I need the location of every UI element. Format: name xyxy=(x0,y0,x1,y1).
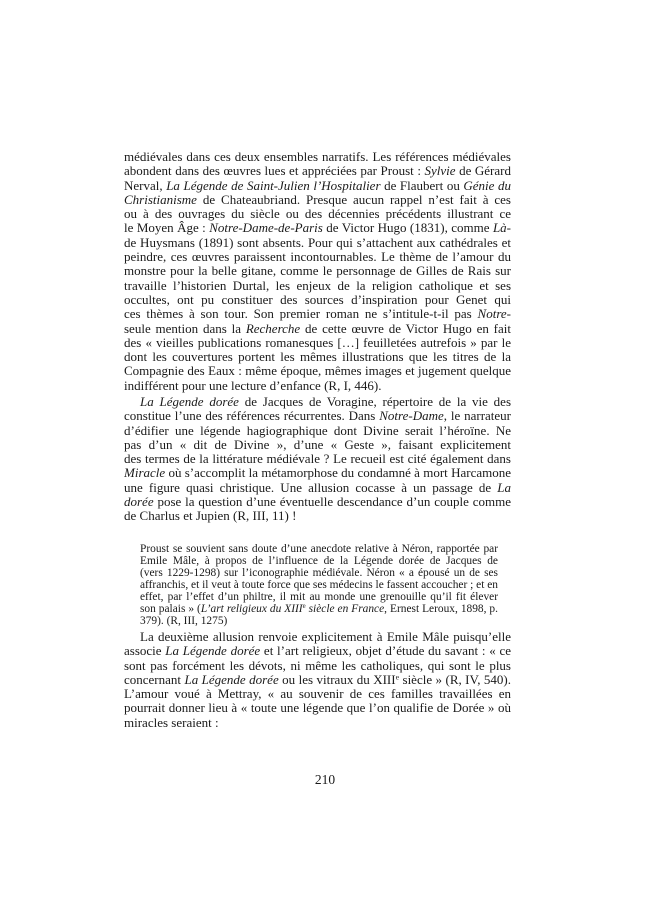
text-line xyxy=(124,701,511,715)
text-line xyxy=(140,603,498,615)
text-span: d’édifier une légende hagiographique dont Divine serait l’héroïne. Ne xyxy=(124,423,511,438)
text-line xyxy=(124,350,511,364)
text-line xyxy=(124,250,511,264)
text-line xyxy=(124,322,511,336)
text-span: de Flaubert ou xyxy=(380,178,464,193)
italic-title: dorée xyxy=(124,495,154,510)
italic-title: La Légende dorée xyxy=(165,644,261,659)
text-span: abondent dans des œuvres lues et appréciées par Proust : xyxy=(124,164,425,179)
text-span: Compagnie des Eaux : même époque, mêmes images et jugement quelque xyxy=(124,364,511,379)
page-number: 210 xyxy=(314,772,336,787)
text-line xyxy=(124,150,511,164)
italic-title: La Légende dorée xyxy=(140,395,239,409)
text-span: L’amour voué à Mettray, « au souvenir de ces familles travaillées en xyxy=(124,687,511,702)
superscript: e xyxy=(395,672,400,682)
italic-title: Recherche xyxy=(245,321,301,336)
italic-title: Christianisme xyxy=(124,192,197,207)
text-span: (vers 1229-1298) sur l’iconographie médiévale. Néron « a épousé un de ses xyxy=(140,567,498,579)
text-span: des « vieilles publications romanesques […] feuilletées autrefois » par le xyxy=(124,335,511,350)
text-line xyxy=(124,293,511,307)
text-line xyxy=(124,466,511,480)
text-span: une figure quasi christique. Une allusion cocasse à un passage de xyxy=(124,480,498,495)
text-span: Proust se souvient sans doute d’une anecdote relative à Néron, rapportée par xyxy=(140,543,498,555)
text-span: son palais » ( xyxy=(140,603,201,615)
text-span: de cette œuvre de Victor Hugo en fait xyxy=(305,321,511,336)
text-line xyxy=(124,236,511,250)
text-line xyxy=(124,659,511,673)
text-line xyxy=(124,364,511,378)
text-line xyxy=(140,591,498,603)
text-line xyxy=(124,495,511,509)
text-line xyxy=(124,221,511,235)
text-span: ou à des ouvrages du siècle ou des décennies précédents illustrant ce xyxy=(124,207,511,222)
text-span: Emile Mâle, à propos de l’influence de la Légende dorée de Jacques de xyxy=(140,555,498,567)
text-line xyxy=(124,644,511,658)
text-span: ou les vitraux du XIII xyxy=(278,672,396,687)
text-line xyxy=(124,193,511,207)
text-line xyxy=(124,164,511,178)
text-line xyxy=(124,207,511,221)
text-span: dont les couvertures portent les mêmes illustrations que les titres de la xyxy=(124,350,511,365)
text-span: seule mention dans la xyxy=(124,321,246,336)
text-span: , le narrateur xyxy=(443,409,511,424)
text-span: pose la question d’une éventuelle descendance d’un couple comme xyxy=(157,495,511,510)
text-line xyxy=(140,555,498,567)
text-line xyxy=(140,543,498,555)
italic-title: Notre-Dame xyxy=(379,409,444,424)
text-line xyxy=(124,452,511,466)
text-line xyxy=(124,409,511,423)
text-line xyxy=(124,630,511,644)
text-line xyxy=(124,438,511,452)
text-line xyxy=(140,567,498,579)
text-span: effet, par l’effet d’un philtre, il mit au monde une grenouille qu’il fit élever xyxy=(140,591,498,603)
italic-title: L’art religieux du XIII xyxy=(200,603,303,615)
text-span: pourrait donner lieu à « toute une légende que l’on qualifie de Dorée » où xyxy=(124,701,511,716)
text-line xyxy=(124,179,511,193)
text-span: et l’art religieux, objet d’étude du savant : « ce xyxy=(263,644,511,659)
text-span: miracles seraient : xyxy=(124,715,219,730)
text-span: médiévales dans ces deux ensembles narratifs. Les références médiévales xyxy=(124,150,511,164)
text-span: ces thèmes à son tour. Son premier roman ne s’intitule-t-il pas xyxy=(124,307,478,322)
italic-title: Sylvie xyxy=(424,164,456,179)
text-span: où s’accomplit la métamorphose du condamné à mort Harcamone xyxy=(168,466,511,481)
text-line xyxy=(124,716,511,730)
text-line xyxy=(124,673,511,687)
text-line xyxy=(124,424,511,438)
italic-title: La xyxy=(497,480,511,495)
body-paragraph xyxy=(124,630,511,730)
text-line xyxy=(124,336,511,350)
text-span: de Gérard xyxy=(459,164,511,179)
italic-title: Notre-Dame-de-Paris xyxy=(209,221,323,236)
text-span: de Huysmans (1891) sont absents. Pour qui s’attachent aux cathédrales et xyxy=(124,235,511,250)
italic-title: La Légende de Saint-Julien l’Hospitalier xyxy=(166,178,381,193)
text-span: pas d’un « dit de Divine », d’une « Geste », faisant explicitement xyxy=(124,437,511,452)
italic-title: siècle en France xyxy=(305,603,385,615)
italic-title: La Légende dorée xyxy=(184,672,279,687)
italic-title: Là- xyxy=(492,221,511,236)
block-quote xyxy=(140,543,498,627)
text-span: La deuxième allusion renvoie explicitement à Emile Mâle puisqu’elle xyxy=(140,630,511,644)
text-line xyxy=(124,509,511,523)
body-paragraph xyxy=(124,150,511,393)
text-span: occultes, ont pu constituer des sources d’inspiration pour Genet qui xyxy=(124,292,511,307)
italic-title: Miracle xyxy=(124,466,166,481)
text-line xyxy=(124,279,511,293)
text-span: de Charlus et Jupien (R, III, 11) ! xyxy=(124,509,297,524)
text-span: siècle » (R, IV, 540). xyxy=(399,672,511,687)
text-line xyxy=(124,264,511,278)
text-span: de Chateaubriand. Presque aucun rappel n’est fait à ces xyxy=(202,192,511,207)
text-span: 379). (R, III, 1275) xyxy=(140,615,228,627)
text-span: sont pas forcément les dévots, ni même les catholiques, qui sont le plus xyxy=(124,658,511,673)
text-span: monstre pour la belle gitane, comme le personnage de Gilles de Rais sur xyxy=(124,264,511,279)
superscript: e xyxy=(302,603,306,610)
text-span: de Jacques de Voragine, répertoire de la vie des xyxy=(244,395,511,409)
text-line xyxy=(124,481,511,495)
text-line xyxy=(124,307,511,321)
text-span: des termes de la littérature médiévale ? Le recueil est cité également dans xyxy=(124,452,511,467)
text-span: , Ernest Leroux, 1898, p. xyxy=(384,603,498,615)
text-span: concernant xyxy=(124,672,185,687)
text-span: de Victor Hugo (1831), comme xyxy=(322,221,493,236)
text-span: affranchis, et il veut à toute force que ses médecins le fassent accoucher ; et en xyxy=(140,579,498,591)
text-span: peindre, ces œuvres paraissent incontournables. Le thème de l’amour du xyxy=(124,250,511,265)
text-span: travaille l’historien Durtal, les enjeux de la religion catholique et ses xyxy=(124,278,511,293)
italic-title: Génie du xyxy=(463,178,511,193)
italic-title: Notre- xyxy=(477,307,511,322)
text-span: le Moyen Âge : xyxy=(124,221,210,236)
text-line xyxy=(124,379,511,393)
text-line xyxy=(140,615,498,627)
text-span: constitue l’une des références récurrentes. Dans xyxy=(124,409,380,424)
text-span: associe xyxy=(124,644,166,659)
text-line xyxy=(124,687,511,701)
text-line xyxy=(124,395,511,409)
text-line xyxy=(140,579,498,591)
text-span: indifférent pour une lecture d’enfance (R, I, 446). xyxy=(124,378,382,393)
text-span: Nerval, xyxy=(124,178,167,193)
body-paragraph xyxy=(124,395,511,524)
